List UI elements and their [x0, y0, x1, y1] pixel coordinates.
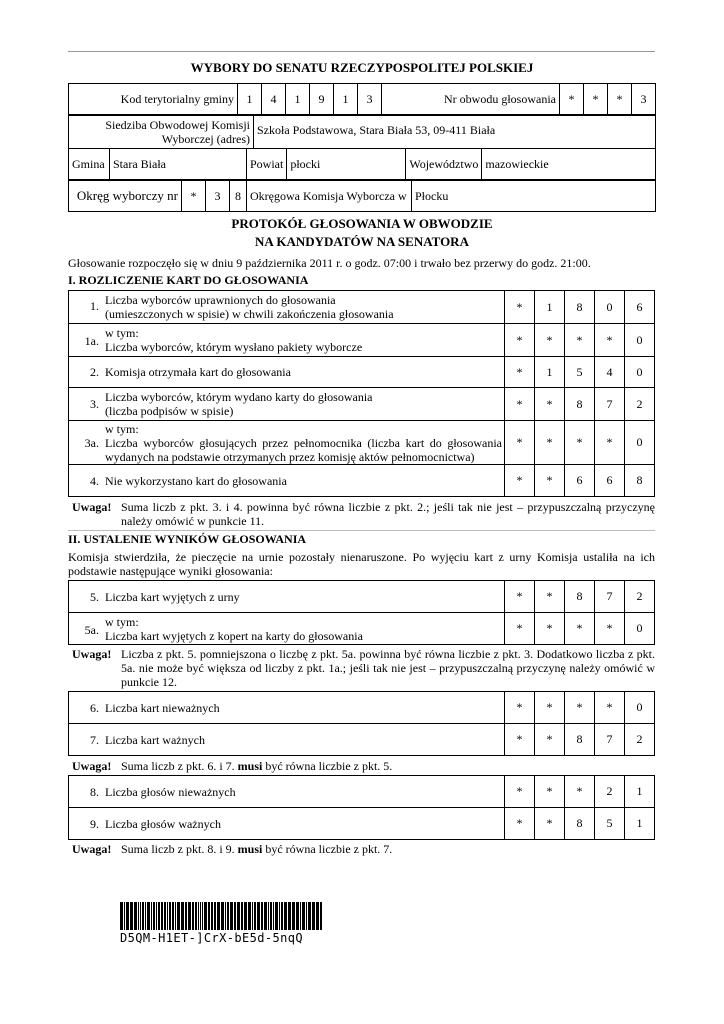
row-number: 1. [90, 299, 99, 313]
value-cell: * [504, 388, 534, 420]
barcode-bar [288, 902, 291, 930]
table-row [68, 775, 655, 808]
barcode-bar [296, 902, 299, 930]
okreg-digit: * [182, 181, 206, 212]
barcode-bar [284, 902, 287, 930]
row-label-line: w tym: [105, 615, 139, 629]
row-number: 7. [90, 733, 99, 747]
value-cell: * [594, 613, 624, 644]
barcode-bar [156, 902, 157, 930]
row-label-line: (liczba podpisów w spisie) [105, 404, 234, 418]
value-cell: * [504, 808, 534, 839]
value-cell: * [534, 776, 564, 807]
note-section-1 [68, 500, 655, 528]
row-label-line: Liczba głosów ważnych [105, 817, 221, 831]
siedziba-label [69, 116, 254, 149]
value-cell: 1 [534, 357, 564, 387]
value-cell: 0 [594, 291, 624, 323]
table-row [68, 464, 655, 497]
value-cells [504, 465, 654, 496]
powiat-label: Powiat [247, 149, 287, 180]
barcode-bar [214, 902, 216, 930]
obwod-digit: * [608, 84, 632, 115]
barcode-bar [273, 902, 274, 930]
row-number: 5. [90, 590, 99, 604]
value-cell: * [594, 324, 624, 356]
barcode-bar [142, 902, 144, 930]
value-cell: 8 [564, 581, 594, 612]
value-cell: 5 [564, 357, 594, 387]
value-cell: 2 [594, 776, 624, 807]
value-cell: * [504, 324, 534, 356]
barcode-bar [308, 902, 311, 930]
barcode-bar [198, 902, 199, 930]
barcode-bar [140, 902, 141, 930]
value-cell: 8 [624, 465, 654, 496]
barcode-bar [167, 902, 168, 930]
siedziba-value: Szkoła Podstawowa, Stara Biała 53, 09-411 Biała [254, 116, 656, 149]
barcode-bar [237, 902, 240, 930]
row-label-line: Nie wykorzystano kart do głosowania [105, 474, 287, 488]
value-cell: * [564, 324, 594, 356]
value-cell: 0 [624, 613, 654, 644]
barcode-bar [195, 902, 197, 930]
barcode-bar [188, 902, 191, 930]
value-cell: 1 [624, 776, 654, 807]
note-section-2a [68, 647, 655, 691]
barcode-bar [275, 902, 278, 930]
note-label: Uwaga! [72, 759, 112, 773]
value-cells [504, 613, 654, 644]
value-cell: 7 [594, 724, 624, 755]
admin-row [68, 148, 656, 180]
siedziba-label-line: Wyborczej (adres) [161, 132, 250, 146]
row-label-line: Liczba kart wyjętych z urny [105, 590, 240, 604]
note-text-part: Suma liczb z pkt. 6. i 7. [121, 759, 235, 773]
note-emphasis: musi [237, 759, 263, 773]
barcode-bar [225, 902, 226, 930]
barcode-bar [126, 902, 129, 930]
okreg-label: Okręg wyborczy nr [69, 181, 182, 212]
value-cells [504, 388, 654, 420]
barcode-bar [192, 902, 194, 930]
table-row [68, 691, 655, 724]
note-label: Uwaga! [72, 842, 112, 856]
row-label-line: Liczba kart ważnych [105, 733, 205, 747]
value-cell: * [534, 724, 564, 755]
barcode-bar [200, 902, 201, 930]
value-cells [504, 581, 654, 612]
row-number: 6. [90, 701, 99, 715]
value-cell: * [504, 581, 534, 612]
value-cell: 8 [564, 808, 594, 839]
okw-label: Okręgowa Komisja Wyborcza w [247, 181, 412, 212]
wojewodztwo-label: Województwo [406, 149, 482, 180]
value-cell: 8 [564, 724, 594, 755]
barcode-bar [120, 902, 123, 930]
note-text: Suma liczb z pkt. 3. i 4. powinna być równa liczbie z pkt. 2.; jeśli tak nie jest – przypuszczalną przyczynę należy omówić w punkcie 11. [121, 500, 655, 528]
note-text [121, 842, 655, 856]
barcode-bar [264, 902, 267, 930]
row-label-line: Liczba kart nieważnych [105, 701, 220, 715]
note-label: Uwaga! [72, 500, 112, 514]
barcode-bar [279, 902, 280, 930]
barcode-bar [124, 902, 125, 930]
note-emphasis: musi [237, 842, 263, 856]
row-label-line: (umieszczonych w spisie) w chwili zakończenia głosowania [105, 307, 394, 321]
barcode-bar [172, 902, 174, 930]
value-cell: * [564, 776, 594, 807]
value-cell: 2 [624, 724, 654, 755]
row-label-line: Komisja otrzymała kart do głosowania [105, 365, 291, 379]
note-text: Liczba z pkt. 5. pomniejszona o liczbę z pkt. 5a. powinna być równa liczbie z pkt. 3. Dodatkowo liczba z pkt. 5a. nie może być większa od liczby z pkt. 1a.; jeśli tak nie jest – przypuszczalną przyczynę należy omówić w punkcie 12. [121, 647, 655, 689]
section-1-title: I. ROZLICZENIE KART DO GŁOSOWANIA [68, 273, 309, 287]
barcode-bar [151, 902, 152, 930]
barcode-bar [252, 902, 253, 930]
value-cell: 0 [624, 692, 654, 723]
barcode-bar [244, 902, 247, 930]
value-cell: 6 [624, 291, 654, 323]
table-row [68, 290, 655, 324]
section-2-title: II. USTALENIE WYNIKÓW GŁOSOWANIA [68, 532, 307, 546]
value-cells [504, 724, 654, 755]
value-cell: 1 [534, 291, 564, 323]
value-cell: 2 [624, 388, 654, 420]
obwod-digit: * [560, 84, 584, 115]
barcode-bar [211, 902, 213, 930]
obwod-digit: 3 [632, 84, 656, 115]
value-cell: * [504, 613, 534, 644]
kod-digit: 3 [358, 84, 382, 115]
value-cell: * [534, 808, 564, 839]
gmina-value: Stara Biała [110, 149, 247, 180]
row-label-line: Liczba wyborców, którym wydano karty do głosowania [105, 390, 373, 404]
value-cells [504, 291, 654, 323]
barcode-bar [230, 902, 233, 930]
gmina-label: Gmina [69, 149, 110, 180]
barcode-text: D5QM-H1ET-]CrX-bE5d-5nqQ [120, 931, 303, 945]
value-cell: * [504, 421, 534, 464]
okreg-digit: 3 [206, 181, 230, 212]
barcode-bar [312, 902, 315, 930]
barcode-bar [302, 902, 305, 930]
divider [68, 530, 655, 531]
value-cell: 0 [624, 357, 654, 387]
barcode-bar [145, 902, 146, 930]
value-cell: 0 [624, 324, 654, 356]
barcode-bar [147, 902, 150, 930]
note-text-part: być równa liczbie z pkt. 7. [265, 842, 393, 856]
barcode-bar [248, 902, 251, 930]
barcode-bar [153, 902, 155, 930]
value-cell: * [594, 692, 624, 723]
obwod-digit: * [584, 84, 608, 115]
siedziba-row [68, 115, 656, 149]
row-number: 5a. [84, 623, 99, 637]
value-cell: 4 [594, 357, 624, 387]
value-cell: * [534, 324, 564, 356]
value-cell: * [504, 291, 534, 323]
table-row [68, 420, 655, 465]
value-cell: * [504, 465, 534, 496]
barcode-bar [292, 902, 295, 930]
barcode-bar [158, 902, 160, 930]
barcode-bar [185, 902, 187, 930]
note-text-part: Suma liczb z pkt. 8. i 9. [121, 842, 235, 856]
value-cell: * [564, 421, 594, 464]
table-row [68, 612, 655, 645]
row-number: 2. [90, 365, 99, 379]
barcode-bar [257, 902, 260, 930]
barcode-bar [202, 902, 203, 930]
note-section-2c [68, 842, 655, 858]
section-2-intro: Komisja stwierdziła, że pieczęcie na urnie pozostały nienaruszone. Po wyjęciu kart z urny Komisja ustaliła na ich podstawie następujące wyniki głosowania: [68, 550, 655, 578]
powiat-value: płocki [287, 149, 406, 180]
value-cell: * [534, 421, 564, 464]
barcode-bar [164, 902, 166, 930]
value-cell: * [504, 357, 534, 387]
value-cell: 7 [594, 581, 624, 612]
barcode [120, 902, 325, 930]
table-row [68, 723, 655, 756]
value-cell: 5 [594, 808, 624, 839]
row-number: 3a. [84, 436, 99, 450]
value-cell: * [594, 421, 624, 464]
value-cell: 2 [624, 581, 654, 612]
okreg-row [68, 180, 656, 212]
okreg-digit: 8 [230, 181, 247, 212]
value-cell: 6 [564, 465, 594, 496]
value-cell: 0 [624, 421, 654, 464]
row-number: 9. [90, 817, 99, 831]
barcode-bar [316, 902, 319, 930]
row-label-line: wydanych na podstawie otrzymanych przez komisję aktów pełnomocnictwa) [105, 450, 475, 464]
value-cells [504, 357, 654, 387]
okw-value: Płocku [412, 181, 656, 212]
barcode-bar [130, 902, 133, 930]
protocol-title-line1: PROTOKÓŁ GŁOSOWANIA W OBWODZIE [231, 216, 493, 231]
kod-digit: 4 [262, 84, 286, 115]
barcode-bar [138, 902, 139, 930]
barcode-bar [300, 902, 301, 930]
kod-digit: 1 [334, 84, 358, 115]
value-cell: * [534, 465, 564, 496]
wojewodztwo-value: mazowieckie [482, 149, 656, 180]
table-row [68, 580, 655, 613]
value-cell: * [534, 692, 564, 723]
value-cell: 1 [624, 808, 654, 839]
row-number: 3. [90, 397, 99, 411]
row-label-line: Liczba wyborców, którym wysłano pakiety wyborcze [105, 340, 363, 354]
value-cell: * [564, 613, 594, 644]
kod-digit: 9 [310, 84, 334, 115]
barcode-bar [175, 902, 176, 930]
row-label-line: Liczba kart wyjętych z kopert na karty do głosowania [105, 629, 363, 643]
barcode-bar [217, 902, 220, 930]
protocol-title-line2: NA KANDYDATÓW NA SENATORA [255, 234, 469, 249]
territory-code-row [68, 83, 656, 115]
kod-digit: 1 [286, 84, 310, 115]
row-label-line: Liczba wyborców uprawnionych do głosowania [105, 293, 336, 307]
row-number: 1a. [84, 334, 99, 348]
value-cell: * [534, 388, 564, 420]
table-row [68, 387, 655, 421]
row-label-line: w tym: [105, 422, 139, 436]
row-number: 8. [90, 785, 99, 799]
barcode-bar [177, 902, 180, 930]
barcode-bar [161, 902, 163, 930]
value-cell: * [504, 724, 534, 755]
voting-period-text: Głosowanie rozpoczęło się w dniu 9 października 2011 r. o godz. 07:00 i trwało bez przerwy do godz. 21:00. [68, 256, 591, 270]
barcode-bar [320, 902, 322, 930]
barcode-bar [221, 902, 224, 930]
barcode-bar [208, 902, 210, 930]
barcode-bar [181, 902, 184, 930]
value-cell: 7 [594, 388, 624, 420]
note-label: Uwaga! [72, 647, 112, 661]
value-cell: * [504, 692, 534, 723]
value-cell: 8 [564, 388, 594, 420]
table-row [68, 807, 655, 840]
row-label-line: Liczba wyborców głosujących przez pełnomocnika (liczba kart do głosowania [105, 436, 502, 450]
barcode-bar [270, 902, 272, 930]
value-cell: 8 [564, 291, 594, 323]
value-cells [504, 808, 654, 839]
barcode-bar [268, 902, 269, 930]
value-cells [504, 324, 654, 356]
barcode-bar [281, 902, 283, 930]
note-section-2b [68, 759, 655, 775]
value-cells [504, 692, 654, 723]
barcode-bar [261, 902, 263, 930]
row-number: 4. [90, 474, 99, 488]
barcode-bar [241, 902, 243, 930]
document-title: WYBORY DO SENATU RZECZYPOSPOLITEJ POLSKIEJ [190, 60, 534, 75]
barcode-bar [227, 902, 229, 930]
barcode-bar [306, 902, 307, 930]
siedziba-label-line: Siedziba Obwodowej Komisji [105, 118, 250, 132]
obwod-label: Nr obwodu głosowania [382, 84, 560, 115]
value-cells [504, 776, 654, 807]
barcode-bar [204, 902, 207, 930]
note-text [121, 759, 655, 773]
table-row [68, 323, 655, 357]
value-cell: * [564, 692, 594, 723]
row-label-line: Liczba głosów nieważnych [105, 785, 236, 799]
table-row [68, 356, 655, 388]
top-rule [68, 51, 655, 52]
barcode-bar [254, 902, 256, 930]
value-cells [504, 421, 654, 464]
value-cell: * [534, 581, 564, 612]
value-cell: * [504, 776, 534, 807]
kod-label: Kod terytorialny gminy [69, 84, 238, 115]
barcode-bar [234, 902, 236, 930]
note-text-part: być równa liczbie z pkt. 5. [265, 759, 393, 773]
barcode-bar [134, 902, 137, 930]
value-cell: * [534, 613, 564, 644]
value-cell: 6 [594, 465, 624, 496]
row-label-line: w tym: [105, 326, 139, 340]
barcode-bar [169, 902, 171, 930]
kod-digit: 1 [238, 84, 262, 115]
